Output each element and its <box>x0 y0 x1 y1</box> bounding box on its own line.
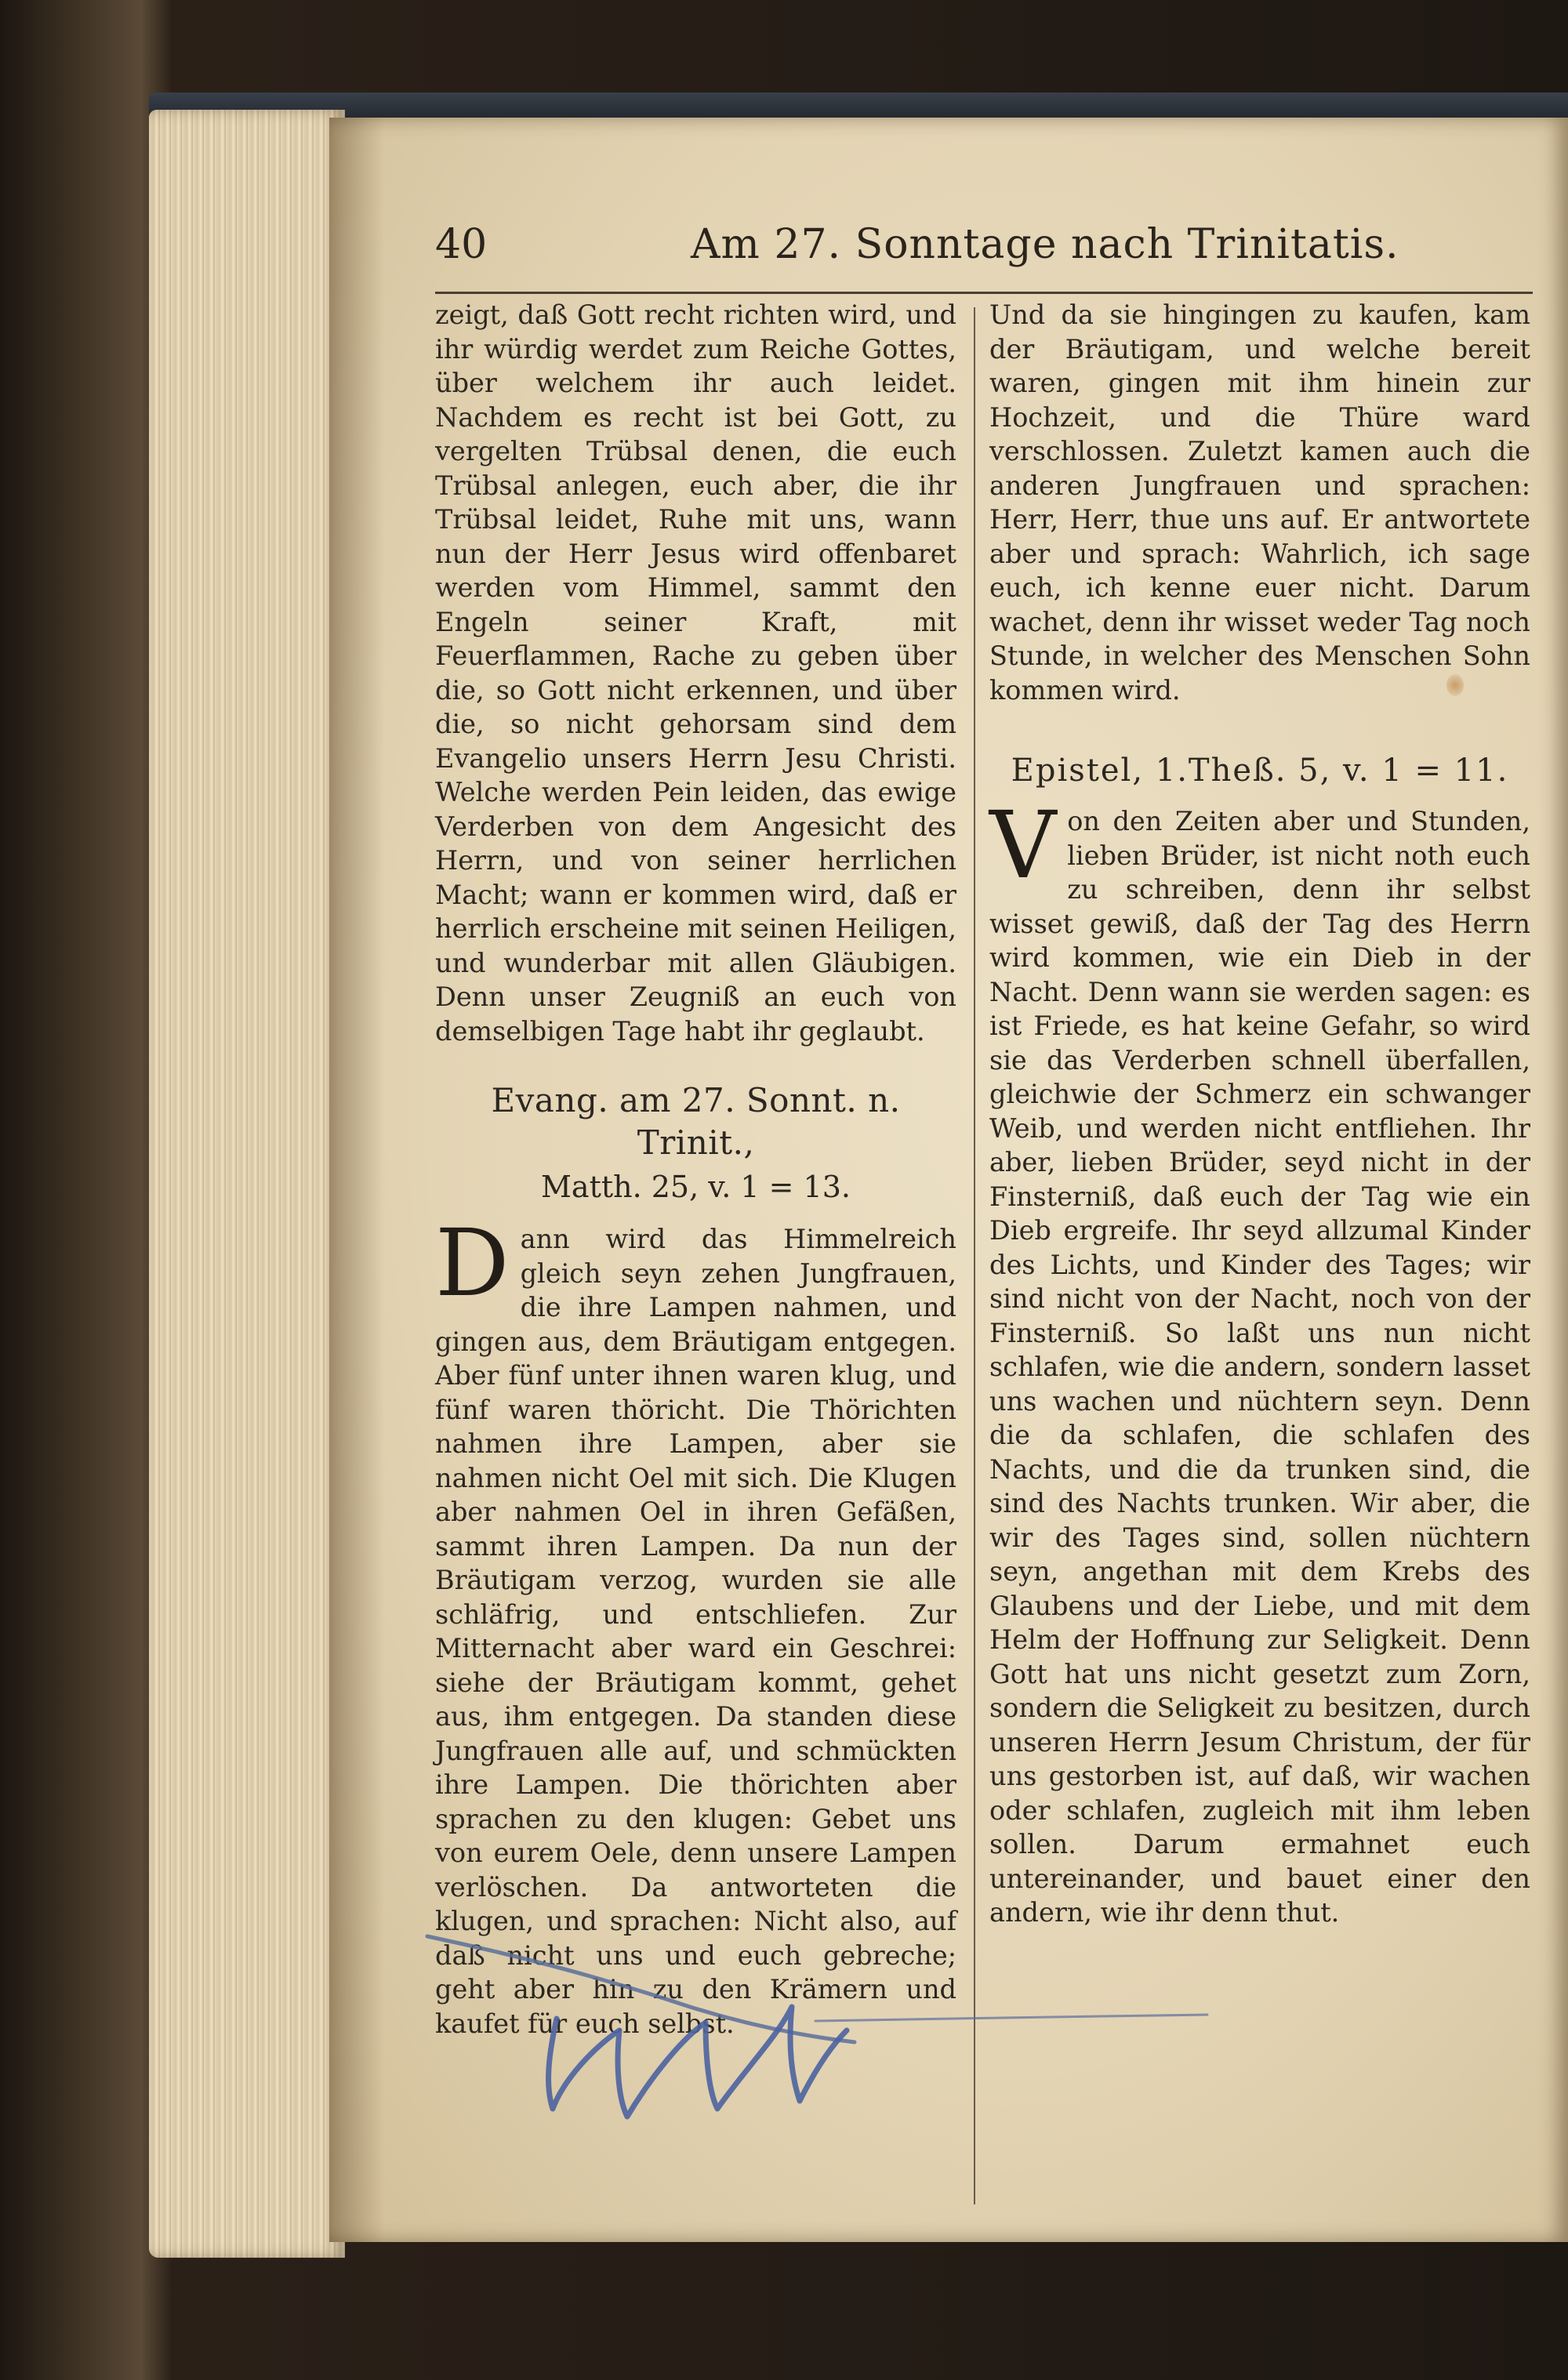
running-head <box>435 221 1533 276</box>
page-title: Am 27. Sonntage nach Trinitatis. <box>691 221 1399 268</box>
epistle-continuation: zeigt, daß Gott recht richten wird, und ihr würdig werdet zum Reiche Gottes, über welchem ihr auch leidet. Nachdem es recht ist bei Gott, zu vergelten Trübsal denen, die euch Trübsal anlegen, euch aber, die ihr Trübsal leidet, Ruhe mit uns, wann nun der Herr Jesus wird offenbaret werden vom Himmel, sammt den Engeln seiner Kraft, mit Feuerflammen, Rache zu geben über die, so Gott nicht erkennen, und über die, so nicht gehorsam sind dem Evangelio unsers Herrn Jesu Christi. Welche werden Pein leiden, das ewige Verderben von dem Angesicht des Herrn, und von seiner herrlichen Macht; wann er kommen wird, daß er herrlich erscheine mit seinen Heiligen, und wunderbar mit allen Gläubigen. Denn unser Zeugniß an euch von demselbigen Tage habt ihr geglaubt. <box>435 299 956 1047</box>
dropcap-v: V <box>989 791 1057 899</box>
left-column <box>435 298 956 2041</box>
gospel-heading: Evang. am 27. Sonnt. n. Trinit., <box>491 1081 901 1162</box>
gospel-continuation: Und da sie hingingen zu kaufen, kam der Bräutigam, und welche bereit waren, gingen mit ihm hinein zur Hochzeit, und die Thüre ward verschlossen. Zuletzt kamen auch die anderen Jungfrauen und sprachen: Herr, Herr, thue uns auf. Er antwortete aber und sprach: Wahrlich, ich sage euch, ich kenne euer nicht. Darum wachet, denn ihr wisset weder Tag noch Stunde, in welcher des Menschen Sohn kommen wird. <box>989 299 1530 706</box>
right-column <box>989 298 1530 1930</box>
gospel-text <box>435 1209 956 2041</box>
header-rule <box>435 292 1533 294</box>
dropcap-d: D <box>435 1209 510 1317</box>
page-number: 40 <box>435 221 488 268</box>
column-divider <box>974 307 975 2204</box>
gutter-shadow <box>329 118 384 2242</box>
epistle-body: on den Zeiten aber und Stunden, lieben Brüder, ist nicht noth euch zu schreiben, denn ihr selbst wisset gewiß, daß der Tag des Herrn wird kommen, wie ein Dieb in der Nacht. Denn wann sie werden sagen: es ist Friede, es hat keine Gefahr, so wird sie das Verderben schnell überfallen, gleichwie der Schmerz ein schwanger Weib, und werden nicht entfliehen. Ihr aber, lieben Brüder, seyd nicht in der Finsterniß, daß euch der Tag wie ein Dieb ergreife. Ihr seyd allzumal Kinder des Lichts, und Kinder des Tages; wir sind nicht von der Nacht, noch von der Finsterniß. So laßt uns nun nicht schlafen, wie die andern, sondern lasset uns wachen und nüchtern seyn. Denn die da schlafen, die schlafen des Nachts, und die da trunken sind, die sind des Nachts trunken. Wir aber, die wir des Tages sind, sollen nüchtern seyn, angethan mit dem Krebs des Glaubens und der Liebe, und mit dem Helm der Hoffnung zur Seligkeit. Denn Gott hat uns nicht gesetzt zum Zorn, sondern die Seligkeit zu besitzen, durch unseren Herrn Jesum Christum, der für uns gestorben ist, auf daß, wir wachen oder schlafen, zugleich mit ihm leben sollen. Darum ermahnet euch untereinander, und bauet einer den andern, wie ihr denn thut. <box>989 806 1530 1928</box>
gospel-reference: Matth. 25, v. 1 = 13. <box>541 1170 851 1204</box>
gospel-body: ann wird das Himmelreich gleich seyn zehen Jungfrauen, die ihre Lampen nahmen, und gingen aus, dem Bräutigam entgegen. Aber fünf unter ihnen waren klug, und fünf waren thöricht. Die Thörichten nahmen ihre Lampen, aber sie nahmen nicht Oel mit sich. Die Klugen aber nahmen Oel in ihren Gefäßen, sammt ihren Lampen. Da nun der Bräutigam verzog, wurden sie alle schläfrig, und entschliefen. Zur Mitternacht aber ward ein Geschrei: siehe der Bräutigam kommt, gehet aus, ihm entgegen. Da standen diese Jungfrauen alle auf, und schmückten ihre Lampen. Die thörichten aber sprachen zu den klugen: Gebet uns von eurem Oele, denn unsere Lampen verlöschen. Da antworteten die klugen, und sprachen: Nicht also, auf daß nicht uns und euch gebreche; geht aber hin zu den Krämern und kaufet für euch selbst. <box>435 1224 956 2039</box>
page-edges <box>149 110 345 2258</box>
ink-stain <box>1446 674 1464 696</box>
epistle-heading: Epistel, 1.Theß. 5, v. 1 = 11. <box>1011 753 1509 789</box>
epistle-text <box>989 791 1530 1930</box>
